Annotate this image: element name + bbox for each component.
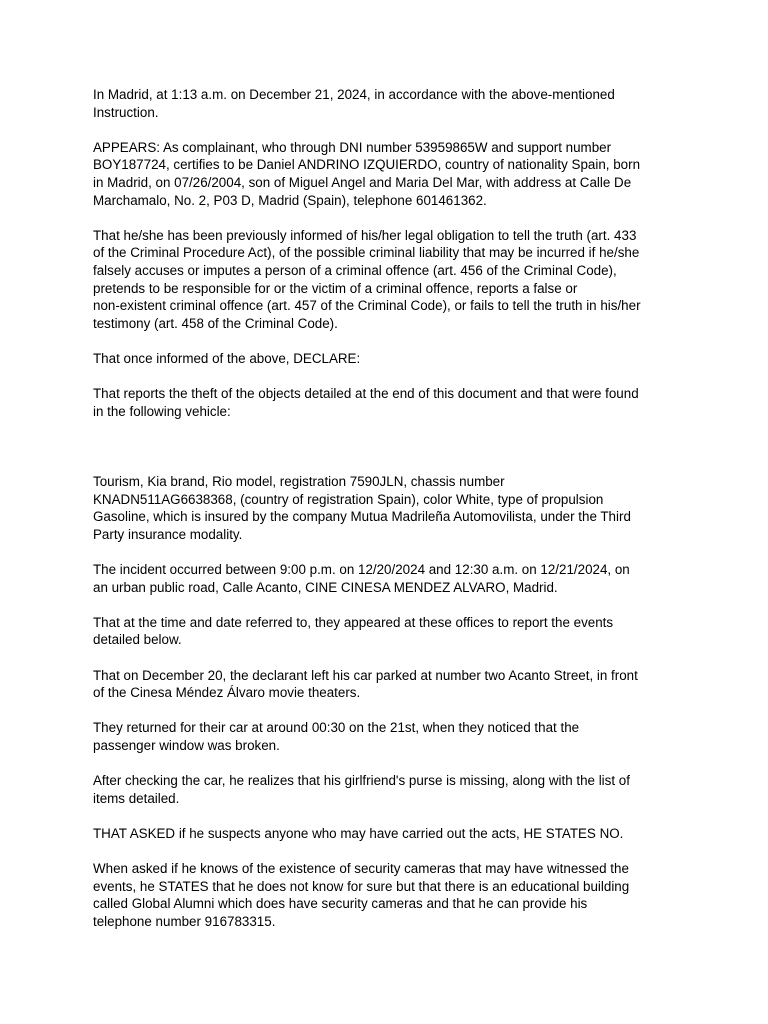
- paragraph-legal-obligation: That he/she has been previously informed of his/her legal obligation to tell the truth (art. 433 of the Criminal Procedure Act), of the possible criminal liability that may be incurred if he/she falsely accuses or imputes a person of a criminal offence (art. 456 of the Criminal Code), pretends to be responsible for or the victim of a criminal offence, reports a false or non-existent criminal offence (art. 457 of the Criminal Code), or fails to tell the truth in his/her testimony (art. 458 of the Criminal Code).: [93, 227, 641, 331]
- paragraph-vehicle: Tourism, Kia brand, Rio model, registration 7590JLN, chassis number KNADN511AG6638368, (country of registration Spain), color White, type of propulsion Gasoline, which is insured by the company Mutua Madrileña Automovilista, under the Third Party insurance modality.: [93, 474, 631, 542]
- paragraph-theft-report: That reports the theft of the objects detailed at the end of this document and that were found in the following vehicle:: [93, 386, 639, 419]
- paragraph-purse-missing: After checking the car, he realizes that his girlfriend's purse is missing, along with the list of items detailed.: [93, 773, 630, 806]
- paragraph-parked: That on December 20, the declarant left his car parked at number two Acanto Street, in front of the Cinesa Méndez Álvaro movie theaters.: [93, 667, 638, 701]
- paragraph-appeared: That at the time and date referred to, they appeared at these offices to report the events detailed below.: [93, 614, 614, 648]
- paragraph-declare: That once informed of the above, DECLARE:: [93, 350, 361, 366]
- paragraph-returned: They returned for their car at around 00:30 on the 21st, when they noticed that the passenger window was broken.: [93, 720, 580, 753]
- paragraph-appears: APPEARS: As complainant, who through DNI number 53959865W and support number BOY187724, certifies to be Daniel ANDRINO IZQUIERDO, country of nationality Spain, born in Madrid, on 07/26/2004, son of Miguel Angel and Maria Del Mar, with address at Calle De Marchamalo, No. 2, P03 D, Madrid (Spain), telephone 601461362.: [93, 139, 641, 208]
- paragraph-opening: In Madrid, at 1:13 a.m. on December 21, 2024, in accordance with the above-mentioned Instruction.: [93, 87, 615, 120]
- paragraph-cameras: When asked if he knows of the existence of security cameras that may have witnessed the events, he STATES that he does not know for sure but that there is an educational building called Global Alumni which does have security cameras and that he can provide his telephone number 916783315.: [93, 861, 630, 929]
- document-page: [93, 86, 683, 948]
- paragraph-suspects: THAT ASKED if he suspects anyone who may have carried out the acts, HE STATES NO.: [93, 825, 624, 841]
- paragraph-incident-time: The incident occurred between 9:00 p.m. on 12/20/2024 and 12:30 a.m. on 12/21/2024, on an urban public road, Calle Acanto, CINE CINESA MENDEZ ALVARO, Madrid.: [93, 562, 630, 595]
